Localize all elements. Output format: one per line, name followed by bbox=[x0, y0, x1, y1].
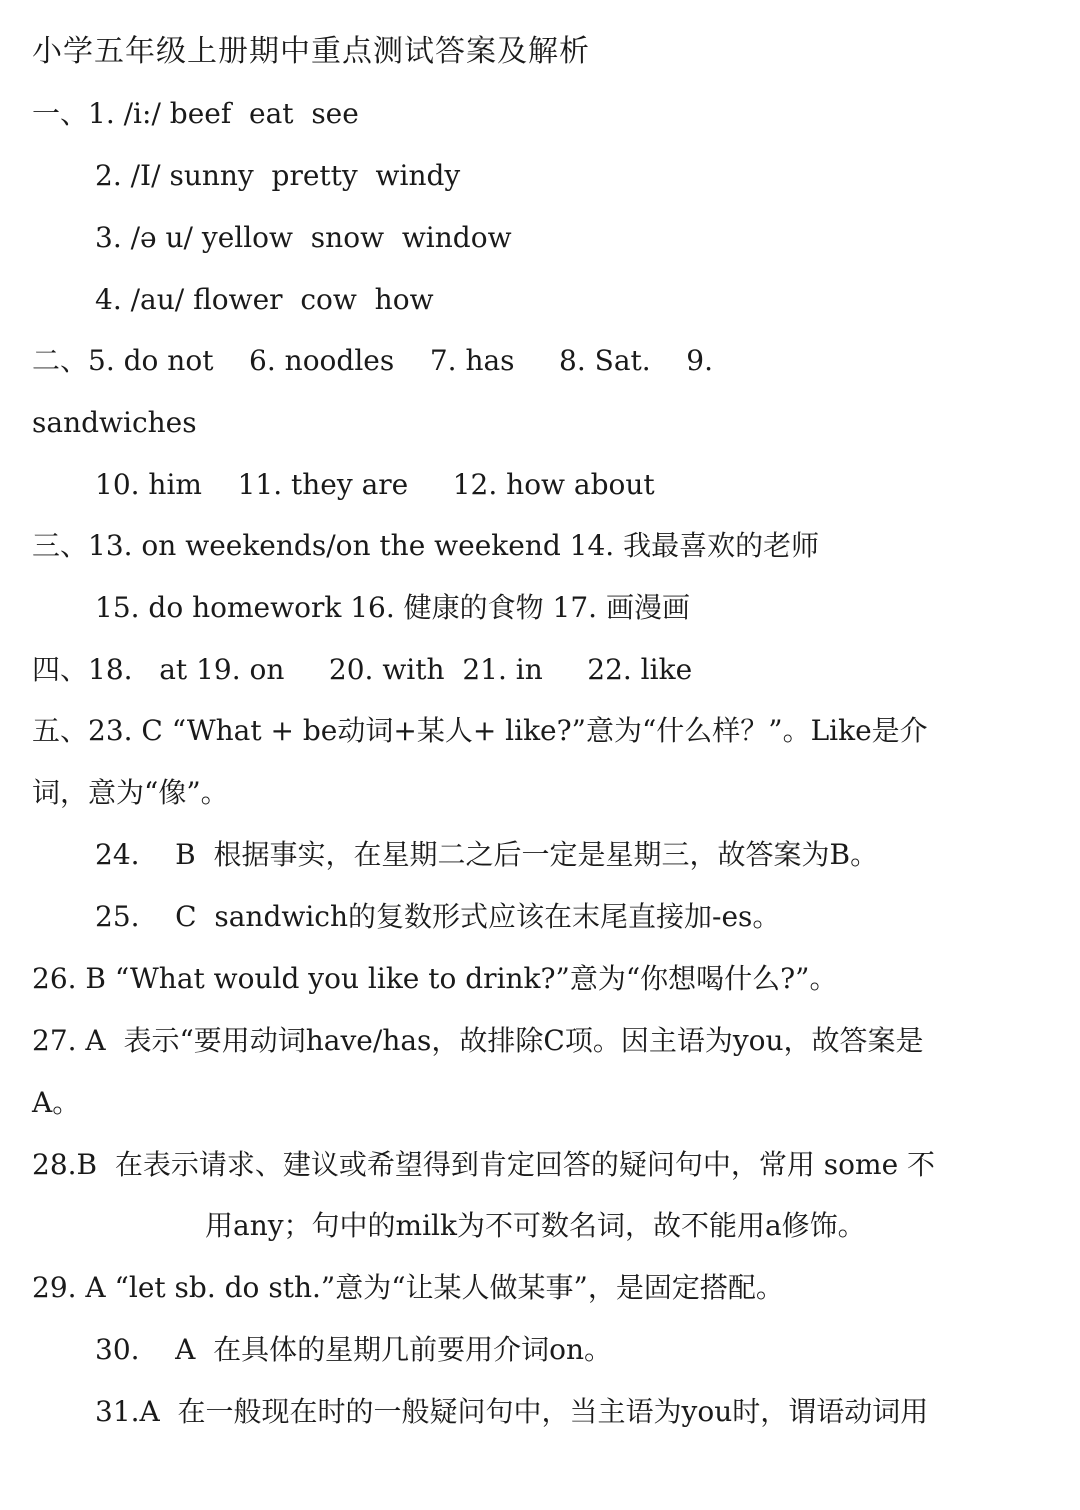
answer-line: 24. B 根据事实，在星期二之后一定是星期三，故答案为B。 bbox=[95, 838, 879, 871]
answer-line: 28.B 在表示请求、建议或希望得到肯定回答的疑问句中，常用 some 不 bbox=[32, 1148, 936, 1181]
answer-line: sandwiches bbox=[32, 406, 197, 439]
answer-line: 15. do homework 16. 健康的食物 17. 画漫画 bbox=[95, 591, 690, 624]
answer-line: 用any；句中的milk为不可数名词，故不能用a修饰。 bbox=[205, 1209, 866, 1242]
answer-line: 一、1. /i:/ beef eat see bbox=[32, 97, 359, 130]
answer-line: 三、13. on weekends/on the weekend 14. 我最喜欢的老师 bbox=[32, 529, 820, 562]
answer-line: 2. /I/ sunny pretty windy bbox=[95, 159, 461, 192]
answer-line: 二、5. do not 6. noodles 7. has 8. Sat. 9. bbox=[32, 344, 713, 377]
answer-line: 四、18. at 19. on 20. with 21. in 22. like bbox=[32, 653, 693, 686]
answer-line: 27. A 表示“要用动词have/has，故排除C项。因主语为you，故答案是 bbox=[32, 1024, 924, 1057]
answer-line: 4. /au/ flower cow how bbox=[95, 283, 434, 316]
answer-line: 26. B “What would you like to drink?”意为“你想喝什么?”。 bbox=[32, 962, 838, 995]
answer-line: 29. A “let sb. do sth.”意为“让某人做某事”，是固定搭配。 bbox=[32, 1271, 784, 1304]
answer-line: 词，意为“像”。 bbox=[32, 776, 229, 809]
answer-line: 五、23. C “What + be动词+某人+ like?”意为“什么样？”。Like是介 bbox=[32, 714, 928, 747]
answer-line: 31.A 在一般现在时的一般疑问句中，当主语为you时，谓语动词用 bbox=[95, 1395, 929, 1428]
answer-line: 10. him 11. they are 12. how about bbox=[95, 468, 655, 501]
answer-line: 25. C sandwich的复数形式应该在末尾直接加-es。 bbox=[95, 900, 781, 933]
answer-line: 3. /ə u/ yellow snow window bbox=[95, 221, 512, 254]
answer-line: A。 bbox=[32, 1086, 81, 1119]
answer-line: 30. A 在具体的星期几前要用介词on。 bbox=[95, 1333, 613, 1366]
document-title: 小学五年级上册期中重点测试答案及解析 bbox=[32, 34, 590, 69]
